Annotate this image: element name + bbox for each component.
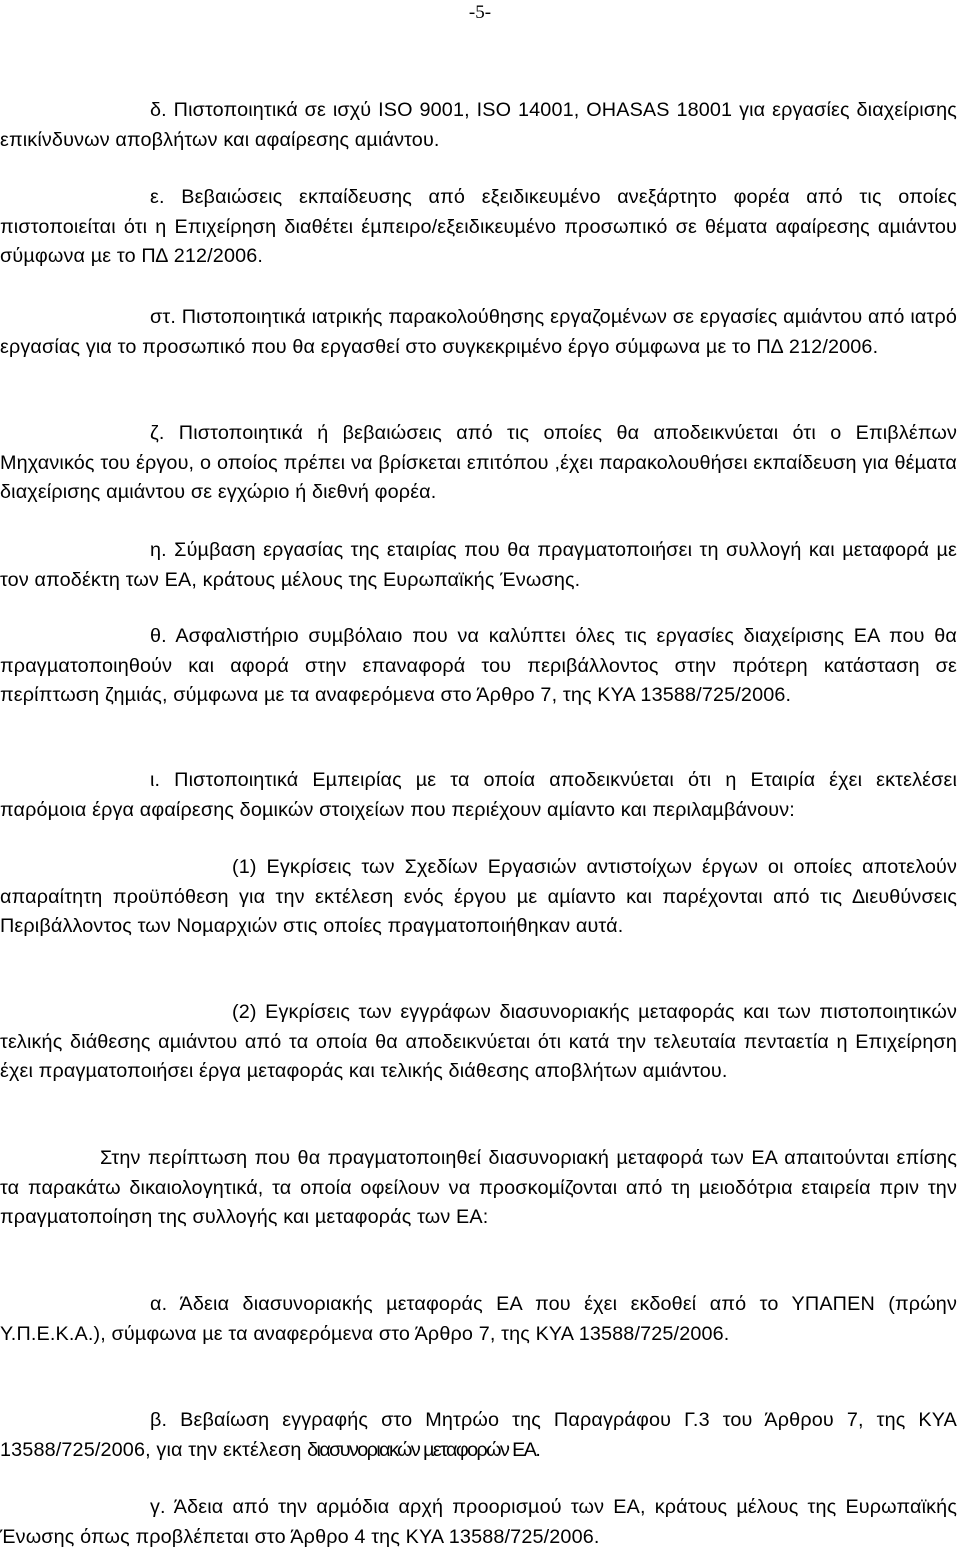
paragraph-beta-text: β. Βεβαίωση εγγραφής στο Μητρώο της Παραγράφου Γ.3 του Άρθρου 7, της ΚΥΑ 13588/725/2006, για την εκτέλεση	[0, 1409, 957, 1461]
paragraph-sub-item-1: (1) Εγκρίσεις των Σχεδίων Εργασιών αντιστοίχων έργων οι οποίες αποτελούν απαραίτητη προϋπόθεση για την εκτέλεση ενός έργου µε αµίαντο και παρέχονται από τις ∆ιευθύνσεις Περιβάλλοντος των Νοµαρχιών στις οποίες πραγµατοποιήθηκαν αυτά.	[0, 856, 957, 937]
page-number: -5-	[468, 2, 492, 23]
paragraph-st: στ. Πιστοποιητικά ιατρικής παρακολούθησης εργαζοµένων σε εργασίες αµιάντου από ιατρό εργασίας για το προσωπικό που θα εργασθεί στο συγκεκριµένο έργο σύµφωνα µε το Π∆ 212/2006.	[0, 306, 957, 358]
paragraph-beta	[0, 1406, 957, 1465]
paragraph-delta: δ. Πιστοποιητικά σε ισχύ ISO 9001, ISO 14001, OHASAS 18001 για εργασίες διαχείρισης επικίνδυνων αποβλήτων και αφαίρεσης αµιάντου.	[0, 99, 957, 151]
paragraph-theta: θ. Ασφαλιστήριο συµβόλαιο που να καλύπτει όλες τις εργασίες διαχείρισης ΕΑ που θα πραγµατοποιηθούν και αφορά στην επαναφορά του περιβάλλοντος στην πρότερη κατάσταση σε περίπτωση ζηµιάς, σύµφωνα µε τα αναφερόµενα στο Άρθρο 7, της ΚΥΑ 13588/725/2006.	[0, 625, 957, 706]
paragraph-eta: η. Σύµβαση εργασίας της εταιρίας που θα πραγµατοποιήσει τη συλλογή και µεταφορά µε τον αποδέκτη των ΕΑ, κράτους µέλους της Ευρωπαϊκής Ένωσης.	[0, 539, 957, 591]
paragraph-alpha: α. Άδεια διασυνοριακής µεταφοράς ΕΑ που έχει εκδοθεί από το ΥΠΑΠΕΝ (πρώην Υ.Π.Ε.Κ.Α.), σύµφωνα µε τα αναφερόµενα στο Άρθρο 7, της ΚΥΑ 13588/725/2006.	[0, 1293, 957, 1345]
paragraph-beta-condensed-text: διασυνοριακών µεταφορών ΕΑ.	[307, 1438, 540, 1461]
paragraph-zeta: ζ. Πιστοποιητικά ή βεβαιώσεις από τις οποίες θα αποδεικνύεται ότι ο Επιβλέπων Μηχανικός του έργου, ο οποίος πρέπει να βρίσκεται επιτόπου ,έχει παρακολουθήσει εκπαίδευση για θέµατα διαχείρισης αµιάντου σε εγχώριο ή διεθνή φορέα.	[0, 422, 957, 503]
paragraph-closing: Στην περίπτωση που θα πραγµατοποιηθεί διασυνοριακή µεταφορά των ΕΑ απαιτούνται επίσης τα παρακάτω δικαιολογητικά, τα οποία οφείλουν να προσκοµίζονται από τη µειοδότρια εταιρεία πριν την πραγµατοποίηση της συλλογής και µεταφοράς των ΕΑ:	[0, 1147, 957, 1228]
paragraph-iota: ι. Πιστοποιητικά Εµπειρίας µε τα οποία αποδεικνύεται ότι η Εταιρία έχει εκτελέσει παρόµοια έργα αφαίρεσης δοµικών στοιχείων που περιέχουν αµίαντο και περιλαµβάνουν:	[0, 769, 957, 821]
paragraph-epsilon: ε. Βεβαιώσεις εκπαίδευσης από εξειδικευµένο ανεξάρτητο φορέα από τις οποίες πιστοποιείται ότι η Επιχείρηση διαθέτει έµπειρο/εξειδικευµένο προσωπικό σε θέµατα αφαίρεσης αµιάντου σύµφωνα µε το Π∆ 212/2006.	[0, 186, 957, 267]
paragraph-gamma: γ. Άδεια από την αρµόδια αρχή προορισµού των ΕΑ, κράτους µέλους της Ευρωπαϊκής Ένωσης όπως προβλέπεται στο Άρθρο 4 της ΚΥΑ 13588/725/2006.	[0, 1496, 957, 1548]
paragraph-sub-item-2: (2) Εγκρίσεις των εγγράφων διασυνοριακής µεταφοράς και των πιστοποιητικών τελικής διάθεσης αµιάντου από τα οποία θα αποδεικνύεται ότι κατά την τελευταία πενταετία η Επιχείρηση έχει πραγµατοποιήσει έργα µεταφοράς και τελικής διάθεσης αποβλήτων αµιάντου.	[0, 1001, 957, 1082]
